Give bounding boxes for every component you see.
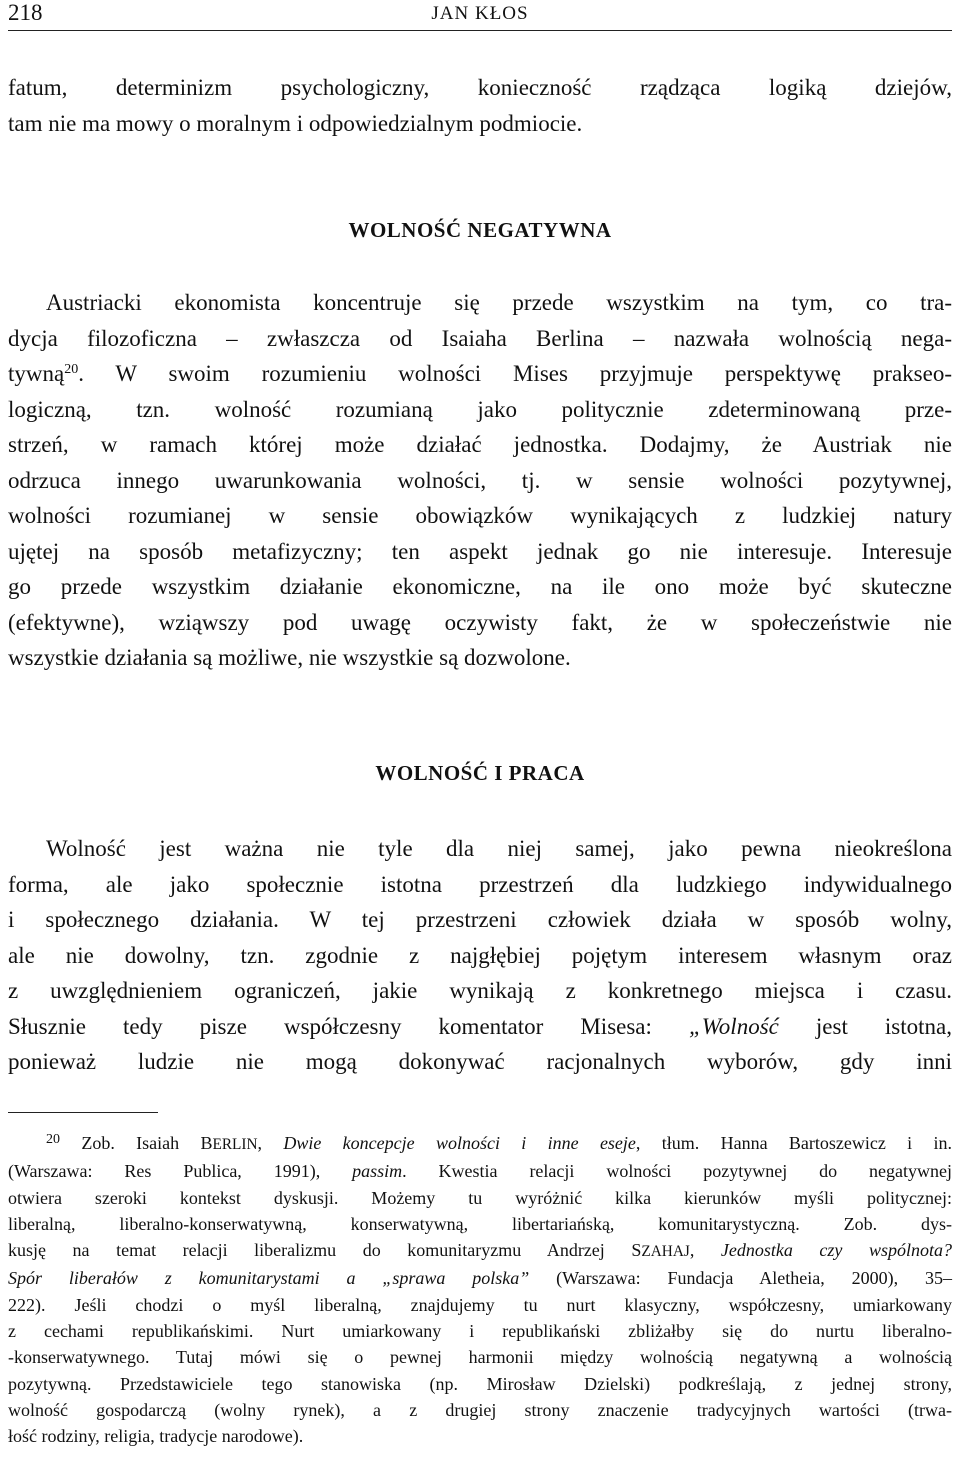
text-run: (Warszawa: Fundacja Aletheia, 2000), 35– (529, 1268, 952, 1289)
text-run: Zob. Isaiah B (60, 1133, 213, 1153)
footnote-ref-20[interactable]: 20 (64, 362, 79, 377)
text-line: forma, ale jako społecznie istotna przestrzeń dla ludzkiego indywidualnego (8, 871, 952, 897)
footnote-line: liberalną, liberalno-konserwatywną, konserwatywną, libertariańską, komunitarystyczną. Zob. dys- (8, 1213, 952, 1234)
intro-paragraph (8, 70, 952, 141)
book-title: Spór liberałów z komunitarystami a „sprawa polska” (8, 1268, 530, 1289)
footnote-line (8, 1237, 952, 1265)
footnote-line: -konserwatywnego. Tutaj mówi się o pewnej harmonii między wolnością negatywną a wolnością (8, 1347, 952, 1368)
small-caps-name: ZAHAJ (641, 1243, 690, 1261)
text-run: , (689, 1240, 721, 1261)
section2-paragraph (8, 831, 952, 1080)
page-number: 218 (8, 0, 43, 25)
text-line (8, 356, 952, 392)
text-run: kusję na temat relacji liberalizmu do komunitaryzmu Andrzej S (8, 1240, 642, 1261)
footnote-20 (8, 1130, 952, 1450)
text-run: . W swoim rozumieniu wolności Mises przyjmuje perspektywę prakseo- (78, 361, 952, 386)
text-line: fatum, determinizm psychologiczny, konieczność rządząca logiką dziejów, (8, 75, 952, 100)
footnote-line: pozytywną. Przedstawiciele tego stanowiska (np. Mirosław Dzielski) podkreślają, z jednej strony, (8, 1373, 952, 1394)
footnote-line: z cechami republikańskimi. Nurt umiarkowany i republikański zbliżałby się do nurtu liberalno- (8, 1321, 952, 1342)
text-line: Wolność jest ważna nie tyle dla niej samej, jako pewna nieokreślona (46, 836, 952, 861)
text-line: tam nie ma mowy o moralnym i odpowiedzialnym podmiocie. (8, 110, 583, 136)
text-line: i społecznego działania. W tej przestrzeni człowiek działa w sposób wolny, (8, 907, 952, 932)
footnote-number: 20 (46, 1132, 60, 1147)
text-run: tywną (8, 361, 65, 386)
text-line (8, 1009, 952, 1045)
text-line: wszystkie działania są możliwe, nie wszystkie są dozwolone. (8, 645, 571, 670)
italic-run: passim (352, 1161, 403, 1182)
text-run: (Warszawa: Res Publica, 1991), (8, 1161, 353, 1182)
footnote-separator (8, 1112, 158, 1113)
book-title: Jednostka czy wspólnota? (720, 1240, 952, 1261)
section-heading-negative-freedom: WOLNOŚĆ NEGATYWNA (348, 218, 612, 242)
text-run: . Kwestia relacji wolności pozytywnej do negatywnej (402, 1161, 952, 1182)
text-run: Słusznie tedy pisze współczesny komentator Misesa: (8, 1013, 689, 1039)
text-run: jest istotna, (778, 1013, 952, 1039)
text-line: z uwzględnieniem ograniczeń, jakie wynikają z konkretnego miejsca i czasu. (8, 978, 952, 1003)
book-title: Dwie koncepcje wolności i inne eseje (283, 1133, 636, 1153)
text-line: logiczną, tzn. wolność rozumianą jako politycznie zdeterminowaną prze- (8, 396, 952, 422)
section-heading-freedom-and-work: WOLNOŚĆ I PRACA (375, 761, 585, 785)
footnote-line: otwiera szeroki kontekst dyskusji. Możemy tu wyróżnić kilka kierunków myśli politycznej: (8, 1187, 952, 1208)
page-header (8, 0, 952, 31)
text-line: Austriacki ekonomista koncentruje się przede wszystkim na tym, co tra- (46, 290, 952, 315)
quoted-italic: „Wolność (688, 1013, 779, 1039)
text-line: wolności rozumianej w sensie obowiązków wynikających z ludzkiej natury (8, 503, 952, 528)
text-line: strzeń, w ramach której może działać jednostka. Dodajmy, że Austriak nie (8, 432, 952, 457)
text-line: odrzuca innego uwarunkowania wolności, tj. w sensie wolności pozytywnej, (8, 467, 952, 493)
running-head: JAN KŁOS (431, 3, 529, 24)
footnote-line: wolność gospodarczą (wolny rynek), a z drugiej strony znaczenie tradycyjnych wartości (trwa- (8, 1399, 952, 1420)
footnote-line (8, 1158, 952, 1184)
small-caps-name: ERLIN (212, 1136, 258, 1153)
footnote-line (8, 1265, 952, 1291)
text-run: , tłum. Hanna Bartoszewicz i in. (635, 1133, 953, 1153)
section1-paragraph (8, 285, 952, 676)
text-line: dycja filozoficzna – zwłaszcza od Isaiaha Berlina – nazwała wolnością nega- (8, 325, 952, 351)
footnote-line: łość rodziny, religia, tradycje narodowe). (8, 1426, 304, 1447)
text-line: ujętej na sposób metafizyczny; ten aspekt jednak go nie interesuje. Interesuje (8, 538, 952, 564)
footnote-line: 222). Jeśli chodzi o myśl liberalną, znajdujemy tu nurt klasyczny, współczesny, umiarkowany (8, 1294, 952, 1315)
text-line: go przede wszystkim działanie ekonomiczne, na ile ono może być skuteczne (8, 574, 952, 599)
footnote-line (8, 1130, 952, 1158)
text-line: ale nie dowolny, tzn. zgodnie z najgłębiej pojętym interesem własnym oraz (8, 942, 952, 968)
text-line: (efektywne), wziąwszy pod uwagę oczywisty fakt, że w społeczeństwie nie (8, 609, 952, 635)
text-line: ponieważ ludzie nie mogą dokonywać racjonalnych wyborów, gdy inni (8, 1049, 952, 1074)
text-run: , (257, 1133, 284, 1153)
